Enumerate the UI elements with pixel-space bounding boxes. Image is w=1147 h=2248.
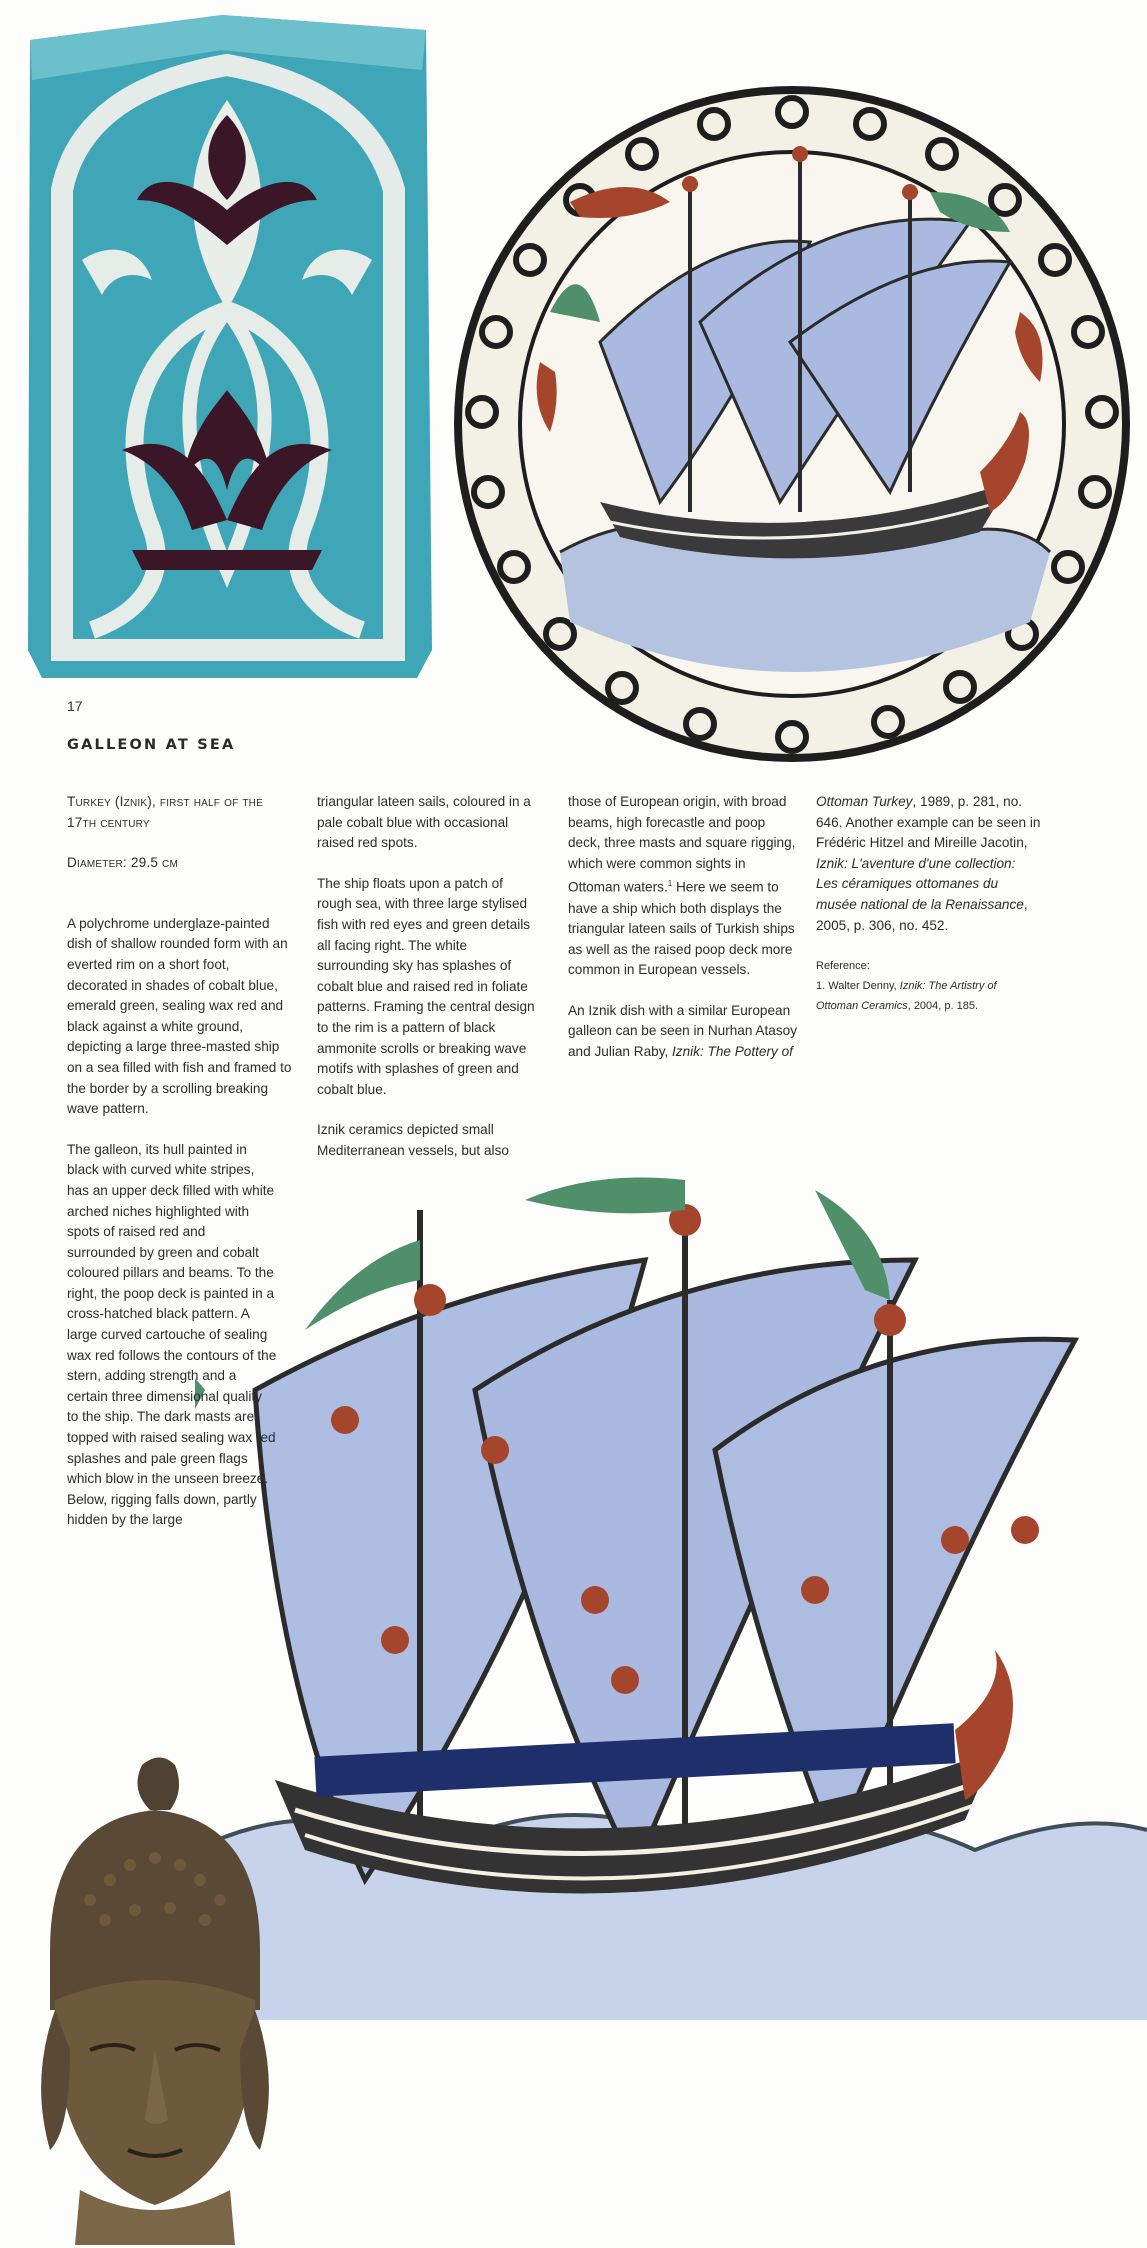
column-4-citation-a: Ottoman Turkey — [816, 794, 913, 809]
reference-1-title: Iznik: The Artistry of Ottoman Ceramics — [816, 980, 997, 1013]
galleon-detail-image — [195, 1090, 1147, 2020]
origin-line-2: 17th century — [67, 814, 150, 830]
column-4-paragraph-1 — [816, 792, 1041, 936]
iznik-dish-image — [450, 82, 1135, 767]
reference-1-suffix: , 2004, p. 185. — [907, 1000, 979, 1013]
column-3-paragraph-2 — [568, 1001, 798, 1063]
catalogue-number: 17 — [67, 698, 83, 714]
page-title: GALLEON AT SEA — [67, 737, 236, 753]
column-4-text-b: , 2005, p. 306, no. 452. — [816, 896, 1028, 933]
buddha-head-image — [10, 1750, 295, 2245]
reference-1 — [816, 976, 1041, 1016]
column-2-paragraph-1: triangular lateen sails, coloured in a pale cobalt blue with occasional raised red spots. — [317, 794, 531, 851]
footnote-marker: 1 — [667, 879, 673, 889]
column-4 — [816, 792, 1041, 1016]
column-4-text-a: , 1989, p. 281, no. 646. Another example can be seen in Frédéric Hitzel and Mireille Jacotin, — [816, 794, 1041, 851]
column-2-paragraph-3: Iznik ceramics depicted small Mediterranean vessels, but also — [317, 1122, 509, 1158]
reference-1-prefix: 1. Walter Denny, — [816, 980, 900, 993]
column-3-text-c: An Iznik dish with a similar European galleon can be seen in Nurhan Atasoy and Julian Raby, — [568, 1002, 797, 1060]
column-3 — [568, 792, 798, 1083]
column-4-citation-b: Iznik: L'aventure d'une collection: Les céramiques ottomanes du musée national de la Renaissance — [816, 855, 1024, 912]
description-paragraph-2: The galleon, its hull painted in black with curved white stripes, has an upper deck filled with white arched niches highlighted with spots of raised red and surrounded by green and cobalt coloured pillars and beams. To the right, the poop deck is painted in a cross-hatched black pattern. A large curved cartouche of sealing wax red follows the contours of the stern, adding strength and a certain three dimensional quality to the ship. The dark masts are topped with raised sealing wax red splashes and pale green flags which blow in the unseen breeze. Below, rigging falls down, partly hidden by the large — [67, 1141, 277, 1528]
reference-label: Reference: — [816, 960, 870, 973]
origin-line-1: Turkey (Iznik), first half of the — [67, 794, 263, 809]
column-1 — [67, 792, 292, 1551]
tile-image — [22, 10, 434, 685]
column-3-text-b: Here we seem to have a ship which both displays the triangular lateen sails of Turkish ships as well as the raised poop deck more common in European vessels. — [568, 879, 795, 978]
column-3-citation: Iznik: The Pottery of — [672, 1044, 793, 1060]
column-2-paragraph-2: The ship floats upon a patch of rough sea, with three large stylised fish with red eyes and green details all facing right. The white surrounding sky has splashes of cobalt blue and raised red in foliate patterns. Framing the central design to the rim is a pattern of black ammonite scrolls or breaking wave motifs with splashes of green and cobalt blue. — [317, 875, 535, 1097]
column-3-paragraph-1 — [568, 792, 798, 981]
description-paragraph-1: A polychrome underglaze-painted dish of shallow rounded form with an everted rim on a short foot, decorated in shades of cobalt blue, emerald green, sealing wax red and black against a white ground, depicting a large three-masted ship on a sea filled with fish and framed to the border by a scrolling breaking wave pattern. — [67, 915, 292, 1117]
column-2 — [317, 792, 537, 1182]
column-3-text-a: those of European origin, with broad beams, high forecastle and poop deck, three masts and square rigging, which were common sights in Ottoman waters. — [568, 794, 796, 895]
diameter: Diameter: 29.5 cm — [67, 855, 179, 871]
